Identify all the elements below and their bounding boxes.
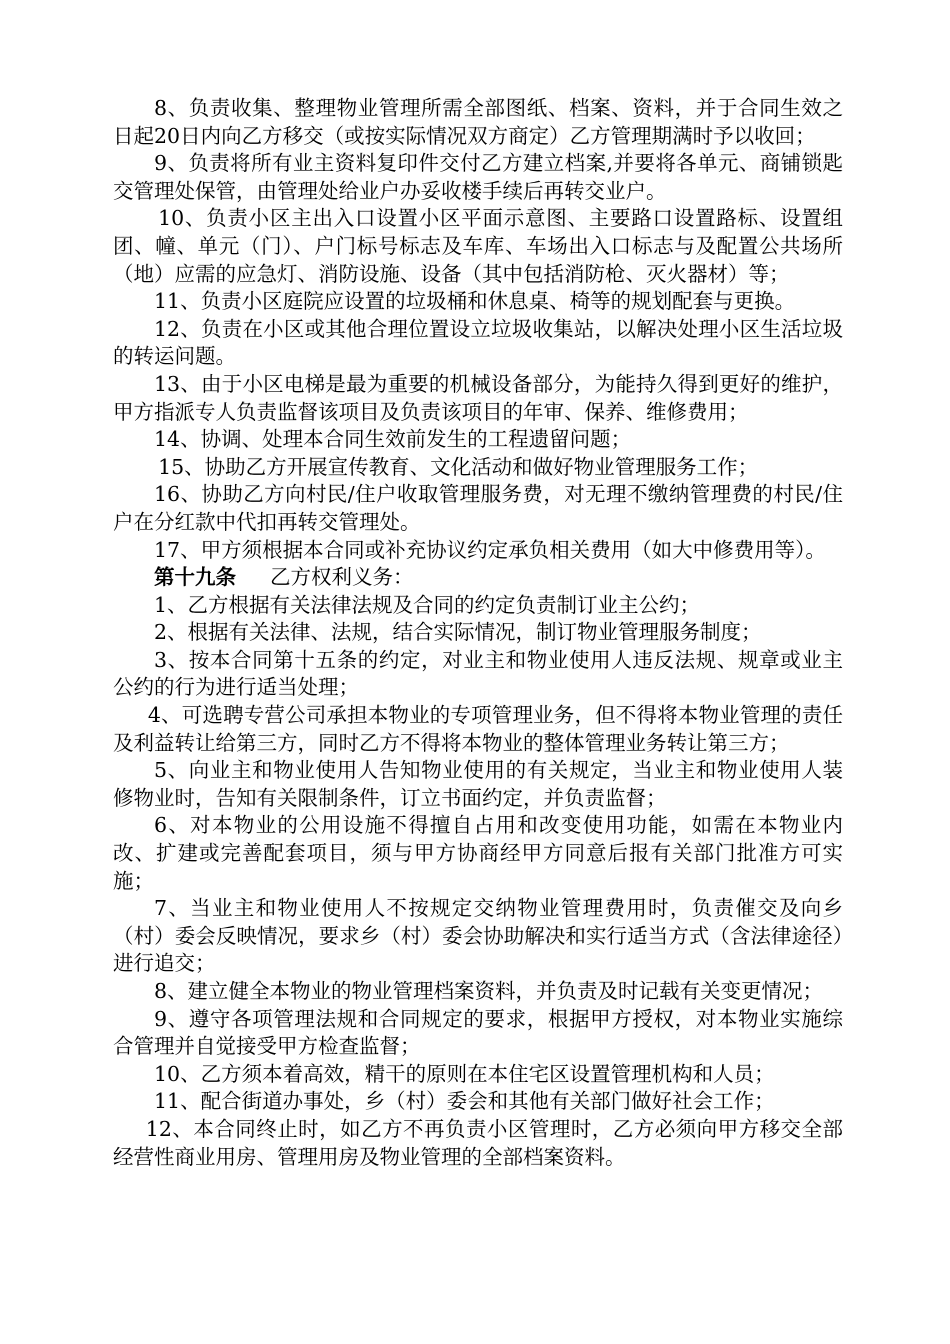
- article-19-heading: [113, 564, 843, 592]
- article-19-title: 乙方权利义务：: [270, 565, 414, 590]
- clause-a-15: 15、协助乙方开展宣传教育、文化活动和做好物业管理服务工作；: [158, 454, 759, 479]
- clause-b-7: 7、当业主和物业使用人不按规定交纳物业管理费用时，负责催交及向乡（村）委会反映情况，要求乡（村）委会协助解决和实行适当方式（含法律途径）进行追交；: [113, 896, 843, 976]
- clause-a-10: 10、负责小区主出入口设置小区平面示意图、主要路口设置路标、设置组团、幢、单元（门）、户门标号标志及车库、车场出入口标志与及配置公共场所（地）应需的应急灯、消防设施、设备（其中包括消防枪、灭火器材）等；: [113, 206, 843, 286]
- clause-a-12: 12、负责在小区或其他合理位置设立垃圾收集站，以解决处理小区生活垃圾的转运问题。: [113, 316, 843, 369]
- clause-a-14: 14、协调、处理本合同生效前发生的工程遗留问题；: [154, 427, 632, 452]
- clause-a-8: 8、负责收集、整理物业管理所需全部图纸、档案、资料，并于合同生效之日起20日内向乙方移交（或按实际情况双方商定）乙方管理期满时予以收回；: [113, 96, 843, 148]
- clause-b-2: 2、根据有关法律、法规，结合实际情况，制订物业管理服务制度；: [154, 620, 762, 645]
- clause-b-5: 5、向业主和物业使用人告知物业使用的有关规定，当业主和物业使用人装修物业时，告知有关限制条件，订立书面约定，并负责监督；: [113, 758, 843, 810]
- clause-a-16: 16、协助乙方向村民/住户收取管理服务费，对无理不缴纳管理费的村民/住户在分红款中代扣再转交管理处。: [113, 482, 843, 534]
- clause-a-9: 9、负责将所有业主资料复印件交付乙方建立档案,并要将各单元、商铺锁匙交管理处保管，由管理处给业户办妥收楼手续后再转交业户。: [113, 151, 843, 203]
- clause-b-3: 3、按本合同第十五条的约定，对业主和物业使用人违反法规、规章或业主公约的行为进行适当处理；: [113, 647, 843, 700]
- clause-b-4: 4、可选聘专营公司承担本物业的专项管理业务，但不得将本物业管理的责任及利益转让给第三方，同时乙方不得将本物业的整体管理业务转让第三方；: [113, 703, 843, 755]
- clause-b-8: 8、建立健全本物业的物业管理档案资料，并负责及时记载有关变更情况；: [154, 979, 824, 1003]
- clause-b-9: 9、遵守各项管理法规和合同规定的要求，根据甲方授权，对本物业实施综合管理并自觉接受甲方检查监督；: [113, 1006, 843, 1059]
- clause-a-17: 17、甲方须根据本合同或补充协议约定承负相关费用（如大中修费用等）。: [154, 537, 826, 562]
- clause-b-12: 12、本合同终止时，如乙方不再负责小区管理时，乙方必须向甲方移交全部经营性商业用房、管理用房及物业管理的全部档案资料。: [113, 1116, 843, 1169]
- clause-a-11: 11、负责小区庭院应设置的垃圾桶和休息桌、椅等的规划配套与更换。: [154, 289, 796, 314]
- clause-a-13: 13、由于小区电梯是最为重要的机械设备部分，为能持久得到更好的维护，甲方指派专人负责监督该项目及负责该项目的年审、保养、维修费用；: [113, 371, 843, 424]
- article-19-label: 第十九条: [154, 565, 236, 590]
- clause-b-6: 6、对本物业的公用设施不得擅自占用和改变使用功能，如需在本物业内改、扩建或完善配套项目，须与甲方协商经甲方同意后报有关部门批准方可实施；: [113, 813, 843, 893]
- clause-b-11: 11、配合街道办事处，乡（村）委会和其他有关部门做好社会工作；: [154, 1089, 775, 1114]
- clause-b-1: 1、乙方根据有关法律法规及合同的约定负责制订业主公约；: [154, 592, 701, 617]
- document-page: [113, 95, 843, 1171]
- clause-b-10: 10、乙方须本着高效，精干的原则在本住宅区设置管理机构和人员；: [154, 1061, 775, 1086]
